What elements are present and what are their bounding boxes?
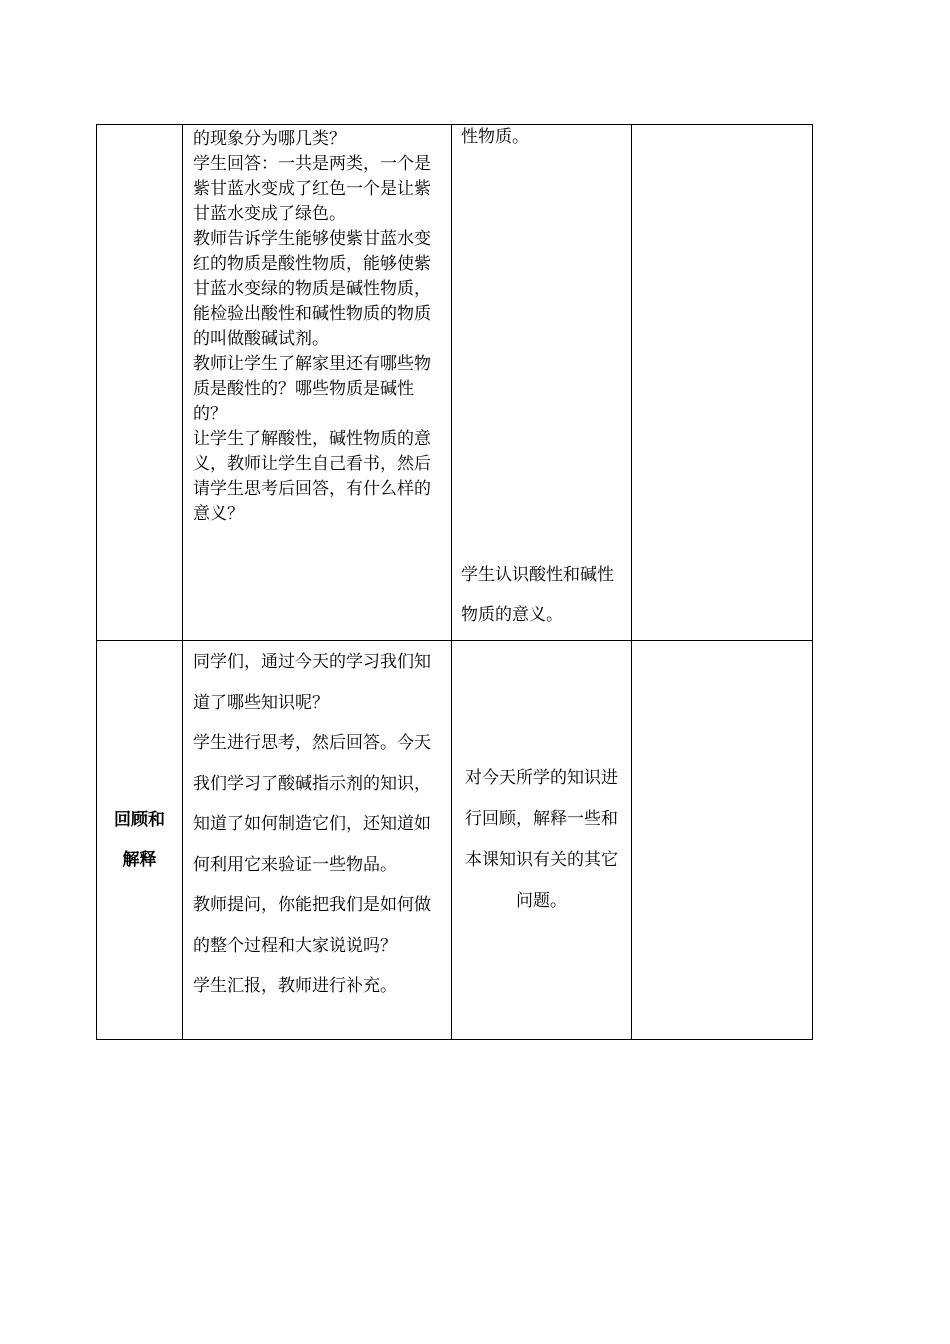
stage-cell (97, 125, 183, 641)
process-paragraph: 教师告诉学生能够使紫甘蓝水变红的物质是酸性物质，能够使紫甘蓝水变绿的物质是碱性物质，能检验出酸性和碱性物质的物质的叫做酸碱试剂。 (193, 229, 431, 349)
process-paragraph: 教师让学生了解家里还有哪些物质是酸性的？哪些物质是碱性的？ (193, 354, 431, 424)
teaching-process-cell (183, 641, 452, 1040)
intent-text: 学生认识酸性和碱性物质的意义。 (461, 565, 614, 625)
process-paragraph: 学生汇报，教师进行补充。 (193, 976, 397, 996)
design-intent-cell (452, 125, 632, 641)
teaching-process-cell (183, 125, 452, 641)
lesson-plan-table (96, 124, 813, 1040)
process-paragraph: 教师提问，你能把我们是如何做的整个过程和大家说说吗？ (193, 895, 431, 956)
stage-label: 回顾和 (114, 810, 165, 830)
table-row (97, 125, 813, 641)
notes-cell (632, 641, 813, 1040)
design-intent-cell (452, 641, 632, 1040)
table-row (97, 641, 813, 1040)
intent-text: 对今天所学的知识进行回顾，解释一些和本课知识有关的其它问题。 (465, 768, 618, 911)
process-paragraph: 学生回答：一共是两类，一个是紫甘蓝水变成了红色一个是让紫甘蓝水变成了绿色。 (193, 154, 431, 224)
stage-label: 解释 (122, 850, 157, 870)
notes-cell (632, 125, 813, 641)
process-paragraph: 同学们，通过今天的学习我们知道了哪些知识呢？ (193, 652, 431, 713)
stage-cell (97, 641, 183, 1040)
process-paragraph: 学生进行思考，然后回答。今天我们学习了酸碱指示剂的知识，知道了如何制造它们，还知道如何利用它来验证一些物品。 (193, 733, 431, 875)
intent-text: 性物质。 (461, 127, 529, 147)
process-paragraph: 的现象分为哪几类？ (193, 129, 346, 149)
process-paragraph: 让学生了解酸性，碱性物质的意义，教师让学生自己看书，然后请学生思考后回答，有什么样的意义？ (193, 429, 431, 524)
